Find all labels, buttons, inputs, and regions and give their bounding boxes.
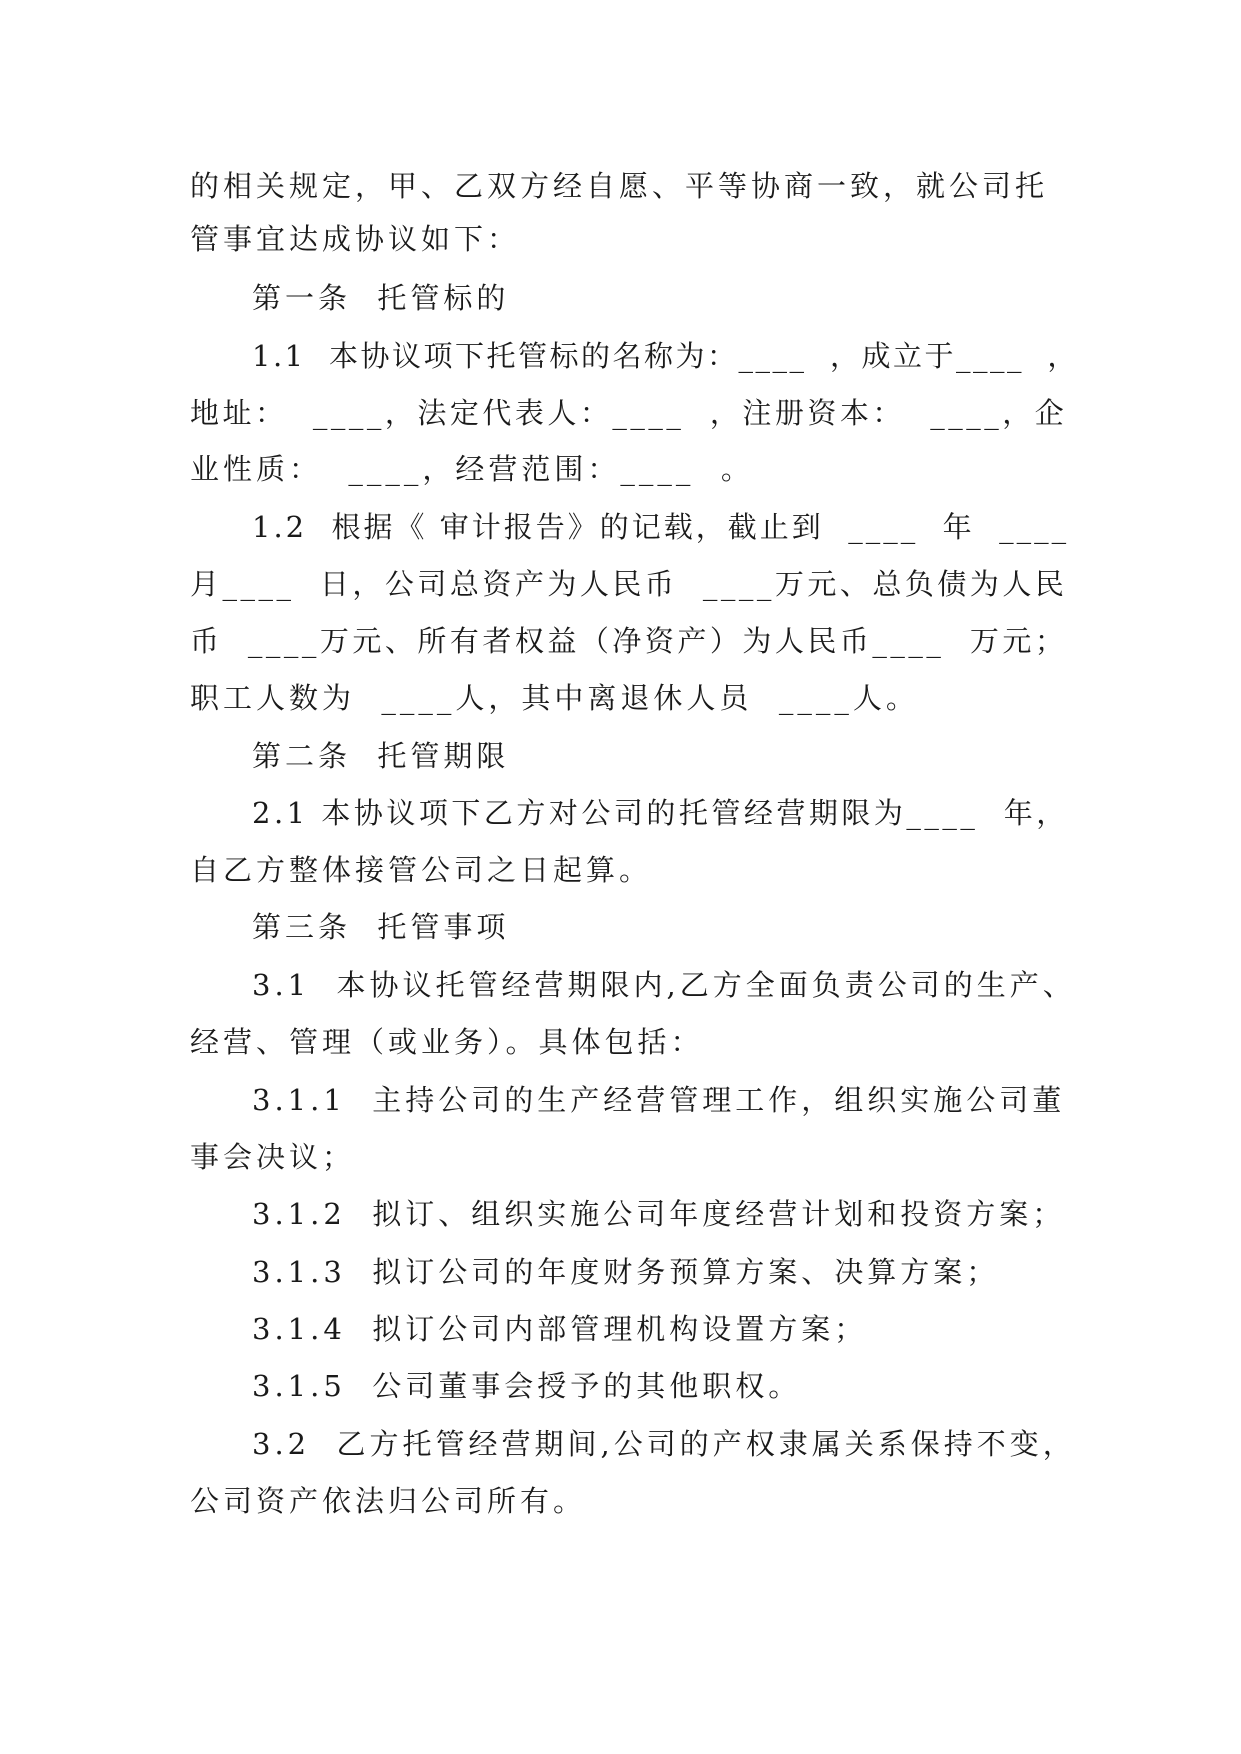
clause-line: 3.1.3 拟订公司的年度财务预算方案、决算方案； xyxy=(252,1255,1000,1289)
clause-line: 1.1 本协议项下托管标的名称为：____ ，成立于____ ， xyxy=(252,339,1079,373)
clause-line: 3.1.2 拟订、组织实施公司年度经营计划和投资方案； xyxy=(252,1197,1066,1231)
clause-line: 职工人数为 ____人，其中离退休人员 ____人。 xyxy=(190,681,919,715)
clause-line: 3.1.5 公司董事会授予的其他职权。 xyxy=(252,1369,802,1403)
clause-line: 月____ 日，公司总资产为人民币 ____万元、总负债为人民 xyxy=(190,567,1068,601)
clause-line: 事会决议； xyxy=(190,1140,356,1174)
paragraph-line: 的相关规定，甲、乙双方经自愿、平等协商一致，就公司托 xyxy=(190,169,1049,203)
clause-line: 自乙方整体接管公司之日起算。 xyxy=(190,853,653,887)
clause-line: 3.1.1 主持公司的生产经营管理工作，组织实施公司董 xyxy=(252,1083,1066,1117)
paragraph-line: 管事宜达成协议如下： xyxy=(190,222,521,256)
clause-line: 业性质： ____，经营范围：____ 。 xyxy=(190,452,754,486)
clause-line: 3.1.4 拟订公司内部管理机构设置方案； xyxy=(252,1312,868,1346)
clause-line: 地址： ____，法定代表人：____ ，注册资本： ____，企 xyxy=(190,396,1068,430)
clause-line: 3.2 乙方托管经营期间,公司的产权隶属关系保持不变， xyxy=(252,1427,1076,1461)
section-heading: 第二条 托管期限 xyxy=(252,739,510,773)
clause-line: 3.1 本协议托管经营期限内,乙方全面负责公司的生产、 xyxy=(252,968,1076,1002)
clause-line: 1.2 根据《 审计报告》的记载，截止到 ____ 年 ____ xyxy=(252,510,1070,544)
clause-line: 经营、管理（或业务）。具体包括： xyxy=(190,1025,704,1059)
clause-line: 2.1 本协议项下乙方对公司的托管经营期限为____ 年， xyxy=(252,796,1069,830)
clause-line: 币 ____万元、所有者权益（净资产）为人民币____ 万元； xyxy=(190,624,1068,658)
clause-line: 公司资产依法归公司所有。 xyxy=(190,1484,587,1518)
section-heading: 第三条 托管事项 xyxy=(252,910,510,944)
section-heading: 第一条 托管标的 xyxy=(252,281,510,315)
